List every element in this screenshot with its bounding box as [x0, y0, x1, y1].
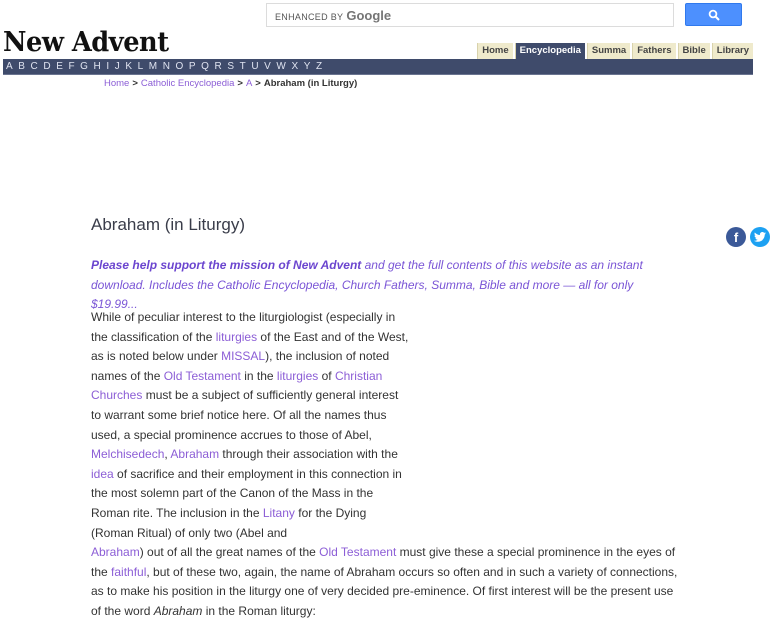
- alpha-link-x[interactable]: X: [291, 60, 299, 72]
- link-old-testament[interactable]: Old Testament: [163, 368, 241, 383]
- breadcrumb-letter-a[interactable]: A: [245, 78, 253, 89]
- alpha-link-d[interactable]: D: [43, 60, 51, 72]
- site-search: [266, 3, 742, 27]
- article-text: ), the inclusion of noted names of the: [91, 349, 390, 383]
- article-text: ,: [164, 447, 171, 462]
- alpha-link-e[interactable]: E: [56, 60, 63, 72]
- alpha-link-u[interactable]: U: [251, 60, 259, 72]
- tab-home[interactable]: Home: [477, 43, 512, 59]
- link-missal[interactable]: MISSAL: [221, 349, 266, 364]
- tab-encyclopedia[interactable]: Encyclopedia: [515, 43, 585, 59]
- alpha-link-a[interactable]: A: [6, 60, 13, 72]
- article-text: in the: [240, 368, 277, 383]
- link-litany[interactable]: Litany: [262, 505, 295, 520]
- link-abraham[interactable]: Abraham: [91, 545, 140, 560]
- article-paragraph-wrapped: [91, 308, 409, 543]
- article-text: While of peculiar interest to the liturgiologist (especially in the classification of the: [91, 310, 396, 344]
- alpha-link-s[interactable]: S: [227, 60, 235, 72]
- alpha-link-r[interactable]: R: [214, 60, 222, 72]
- link-abraham[interactable]: Abraham: [170, 447, 220, 462]
- link-faithful[interactable]: faithful: [111, 564, 147, 579]
- alpha-link-f[interactable]: F: [68, 60, 75, 72]
- article-emphasis: Abraham: [153, 603, 203, 618]
- alphabet-nav: [3, 59, 753, 75]
- twitter-bird-icon: [754, 232, 766, 242]
- link-old-testament[interactable]: Old Testament: [319, 545, 397, 560]
- page-title: Abraham (in Liturgy): [91, 215, 246, 234]
- search-box[interactable]: [266, 3, 674, 27]
- alpha-link-i[interactable]: I: [106, 60, 110, 72]
- breadcrumb-catholic-encyclopedia[interactable]: Catholic Encyclopedia: [140, 78, 235, 89]
- article-text: of sacrifice and their employment in this connection in the most solemn part of the Canon of the Mass in the Roman rite. The inclusion in the: [91, 466, 402, 520]
- alpha-link-j[interactable]: J: [114, 60, 120, 72]
- social-share: [726, 227, 770, 247]
- alpha-link-k[interactable]: K: [125, 60, 132, 72]
- breadcrumb: [104, 78, 357, 89]
- tab-bible[interactable]: Bible: [678, 43, 710, 59]
- article-text: must be a subject of sufficiently general interest to warrant some brief notice here. Of all the names thus used, a special prominence accrues to those of Abel,: [91, 388, 399, 442]
- alpha-link-t[interactable]: T: [239, 60, 246, 72]
- alpha-link-y[interactable]: Y: [303, 60, 311, 72]
- link-liturgies[interactable]: liturgies: [276, 368, 319, 383]
- support-text: and get the full contents of this website as an instant download. Includes the Catholic Encyclopedia, Church Fathers, Summa, Bible and more — all for only $19.99...: [91, 258, 643, 311]
- site-logo[interactable]: New Advent: [3, 27, 169, 58]
- link-idea[interactable]: idea: [91, 466, 114, 481]
- breadcrumb-separator: >: [237, 78, 243, 89]
- breadcrumb-separator: >: [255, 78, 261, 89]
- article-text: in the Roman liturgy:: [202, 603, 316, 618]
- tab-fathers[interactable]: Fathers: [632, 43, 675, 59]
- link-liturgies[interactable]: liturgies: [215, 329, 258, 344]
- article-text: of the East and of the West, as is noted below under: [91, 329, 409, 364]
- alpha-link-m[interactable]: M: [148, 60, 158, 72]
- search-input[interactable]: [387, 6, 667, 24]
- alpha-link-c[interactable]: C: [30, 60, 38, 72]
- breadcrumb-current: Abraham (in Liturgy): [263, 78, 358, 89]
- search-icon: [708, 9, 720, 21]
- article-text: for the Dying (Roman Ritual) of only two (Abel and: [91, 505, 367, 540]
- twitter-share-button[interactable]: [750, 227, 770, 247]
- alpha-link-l[interactable]: L: [137, 60, 144, 72]
- tab-summa[interactable]: Summa: [587, 43, 630, 59]
- article-text: , but of these two, again, the name of Abraham occurs so often and in such a variety of connections, as to make his position in the liturgy one of very decided pre-eminence. Of first interest will be the present use of the word: [91, 564, 678, 618]
- alpha-link-h[interactable]: H: [93, 60, 101, 72]
- breadcrumb-home[interactable]: Home: [104, 78, 130, 89]
- link-christian-churches[interactable]: Christian Churches: [91, 368, 383, 403]
- alpha-link-q[interactable]: Q: [201, 60, 209, 72]
- alpha-link-o[interactable]: O: [175, 60, 184, 72]
- alpha-link-n[interactable]: N: [162, 60, 170, 72]
- search-branding: ENHANCED BY Google: [275, 7, 392, 23]
- alpha-link-p[interactable]: P: [188, 60, 196, 72]
- main-nav-tabs: [475, 43, 753, 59]
- breadcrumb-separator: >: [132, 78, 138, 89]
- tab-library[interactable]: Library: [712, 43, 753, 59]
- facebook-icon: f: [733, 229, 739, 245]
- article-paragraph-full: [91, 543, 681, 621]
- article-text: through their association with the: [219, 447, 398, 462]
- article-body: [91, 308, 681, 622]
- alpha-link-g[interactable]: G: [80, 60, 88, 72]
- search-button[interactable]: [685, 3, 742, 26]
- article-text: of: [318, 368, 335, 383]
- alpha-link-v[interactable]: V: [264, 60, 271, 72]
- alpha-link-b[interactable]: B: [18, 60, 25, 72]
- alpha-link-z[interactable]: Z: [316, 60, 323, 72]
- support-link[interactable]: Please help support the mission of New Advent: [91, 258, 362, 272]
- alpha-link-w[interactable]: W: [276, 60, 286, 72]
- link-melchisedech[interactable]: Melchisedech: [91, 447, 165, 462]
- article-text: must give these a special prominence in the eyes of the: [91, 545, 676, 579]
- facebook-share-button[interactable]: [726, 227, 746, 247]
- article-text: ) out of all the great names of the: [139, 545, 320, 560]
- support-message: [91, 256, 681, 315]
